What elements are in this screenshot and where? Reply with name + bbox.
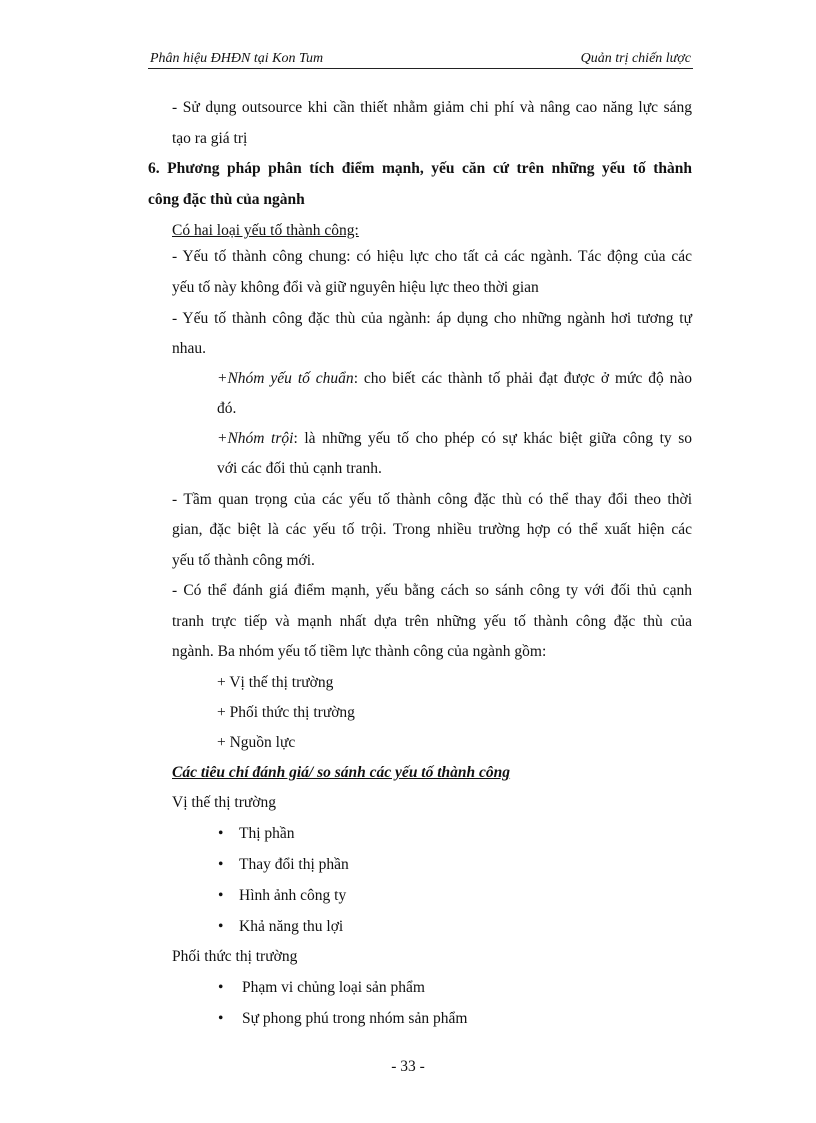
standard-group-line-2: đó. bbox=[217, 400, 237, 417]
standard-group-label: +Nhóm yếu tố chuẩn bbox=[217, 370, 354, 387]
intro-line-2: tạo ra giá trị bbox=[172, 130, 248, 147]
list-item: Khả năng thu lợi bbox=[239, 918, 344, 935]
bullet-icon: • bbox=[218, 887, 224, 904]
subheading: Có hai loại yếu tố thành công: bbox=[172, 222, 359, 239]
page-number: - 33 - bbox=[391, 1058, 425, 1075]
specific-line-2: nhau. bbox=[172, 340, 207, 357]
evaluation-line-3: ngành. Ba nhóm yếu tố tiềm lực thành công của ngành gồm: bbox=[172, 643, 547, 660]
header-right: Quản trị chiến lược bbox=[580, 51, 691, 66]
general-line-1: - Yếu tố thành công chung: có hiệu lực cho tất cả các ngành. Tác động của các bbox=[172, 248, 692, 265]
list-item: Thay đổi thị phần bbox=[239, 856, 349, 873]
list-item: Hình ảnh công ty bbox=[239, 887, 347, 904]
header-left: Phân hiệu ĐHĐN tại Kon Tum bbox=[150, 51, 324, 66]
list-item: Phạm vi chủng loại sản phẩm bbox=[242, 979, 425, 996]
general-line-2: yếu tố này không đổi và giữ nguyên hiệu lực theo thời gian bbox=[172, 279, 539, 296]
specific-line-1: - Yếu tố thành công đặc thù của ngành: áp dụng cho những ngành hơi tương tự bbox=[172, 310, 692, 327]
list-item: Thị phần bbox=[239, 825, 295, 842]
standard-group-line-1: +Nhóm yếu tố chuẩn: cho biết các thành tố phải đạt được ở mức độ nào bbox=[217, 370, 692, 387]
group-item: + Phối thức thị trường bbox=[217, 704, 355, 721]
dominant-group-line-2: với các đối thủ cạnh tranh. bbox=[217, 460, 382, 477]
market-position-heading: Vị thế thị trường bbox=[172, 794, 276, 811]
bullet-icon: • bbox=[218, 918, 224, 935]
section-title-line-2: công đặc thù của ngành bbox=[148, 191, 305, 208]
criteria-title: Các tiêu chí đánh giá/ so sánh các yếu tố thành công bbox=[172, 764, 511, 781]
dominant-group-label: +Nhóm trội bbox=[217, 430, 294, 447]
importance-line-3: yếu tố thành công mới. bbox=[172, 552, 315, 569]
list-item: Sự phong phú trong nhóm sản phẩm bbox=[242, 1010, 468, 1027]
bullet-icon: • bbox=[218, 856, 224, 873]
bullet-icon: • bbox=[218, 825, 224, 842]
intro-line-1: - Sử dụng outsource khi cần thiết nhằm giảm chi phí và nâng cao năng lực sáng bbox=[172, 99, 692, 116]
group-item: + Vị thế thị trường bbox=[217, 674, 334, 691]
dominant-group-line-1: +Nhóm trội: là những yếu tố cho phép có sự khác biệt giữa công ty so bbox=[217, 430, 692, 447]
section-title-line-1: 6. Phương pháp phân tích điểm mạnh, yếu căn cứ trên những yếu tố thành bbox=[148, 160, 692, 177]
page-header bbox=[148, 50, 693, 69]
group-item: + Nguồn lực bbox=[217, 734, 296, 751]
evaluation-line-1: - Có thể đánh giá điểm mạnh, yếu bằng cách so sánh công ty với đối thủ cạnh bbox=[172, 582, 692, 599]
importance-line-2: gian, đặc biệt là các yếu tố trội. Trong nhiều trường hợp có thể xuất hiện các bbox=[172, 521, 692, 538]
bullet-icon: • bbox=[218, 979, 224, 996]
importance-line-1: - Tầm quan trọng của các yếu tố thành công đặc thù có thể thay đổi theo thời bbox=[172, 491, 692, 508]
market-mix-heading: Phối thức thị trường bbox=[172, 948, 298, 965]
bullet-icon: • bbox=[218, 1010, 224, 1027]
evaluation-line-2: tranh trực tiếp và mạnh nhất dựa trên những yếu tố thành công đặc thù của bbox=[172, 613, 692, 630]
